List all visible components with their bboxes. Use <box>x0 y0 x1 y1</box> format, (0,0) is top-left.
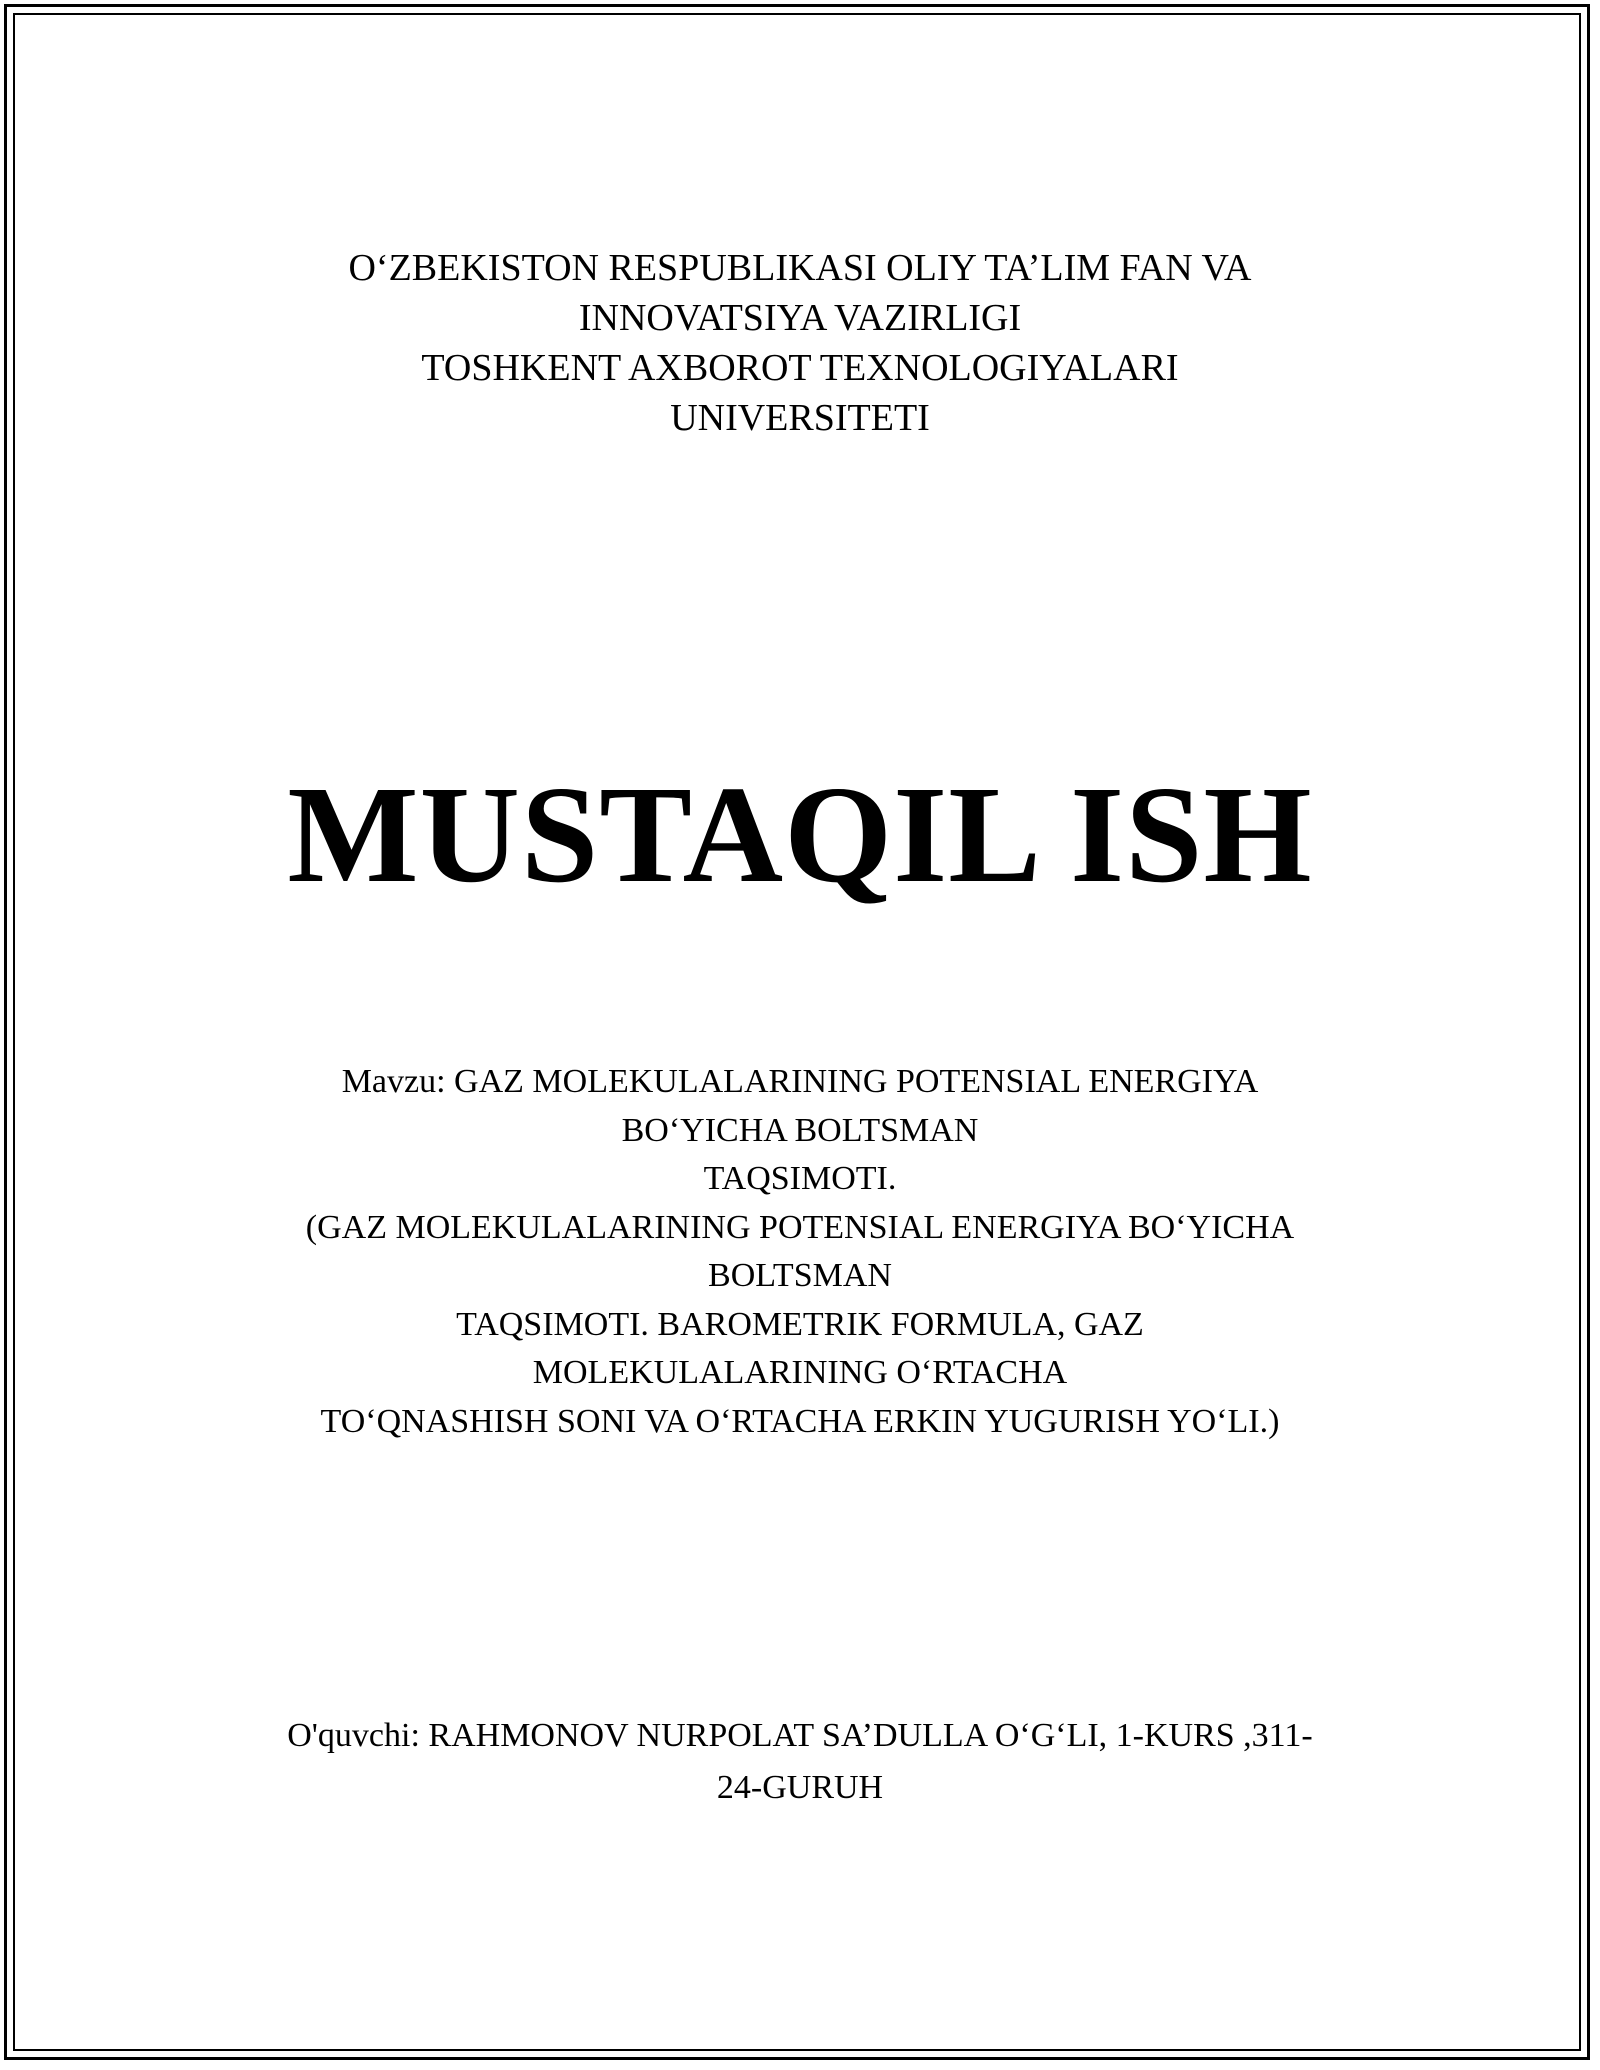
topic-line: BO‘YICHA BOLTSMAN <box>621 1111 979 1149</box>
document-title: MUSTAQIL ISH <box>287 758 1313 912</box>
header-line: O‘ZBEKISTON RESPUBLIKASI OLIY TA’LIM FAN VA <box>348 247 1252 289</box>
topic-line: MOLEKULALARINING O‘RTACHA <box>532 1354 1068 1391</box>
topic-block <box>200 1058 1400 1446</box>
header-line: UNIVERSITETI <box>670 397 930 439</box>
header-line: TOSHKENT AXBOROT TEXNOLOGIYALARI <box>421 347 1179 389</box>
topic-line: BOLTSMAN <box>708 1257 892 1294</box>
student-line: O'quvchi: RAHMONOV NURPOLAT SA’DULLA O‘G‘LI, 1-KURS ,311- <box>287 1717 1313 1754</box>
student-line: 24-GURUH <box>716 1769 884 1806</box>
topic-line: TAQSIMOTI. BAROMETRIK FORMULA, GAZ <box>456 1305 1144 1343</box>
institution-header <box>200 243 1400 443</box>
student-info <box>200 1710 1400 1814</box>
topic-line: Mavzu: GAZ MOLEKULALARINING POTENSIAL ENERGIYA <box>341 1063 1259 1100</box>
topic-line: TO‘QNASHISH SONI VA O‘RTACHA ERKIN YUGURISH YO‘LI.) <box>320 1402 1280 1440</box>
header-line: INNOVATSIYA VAZIRLIGI <box>578 297 1022 339</box>
topic-line: (GAZ MOLEKULALARINING POTENSIAL ENERGIYA BO‘YICHA <box>305 1208 1295 1246</box>
topic-line: TAQSIMOTI. <box>703 1160 897 1197</box>
